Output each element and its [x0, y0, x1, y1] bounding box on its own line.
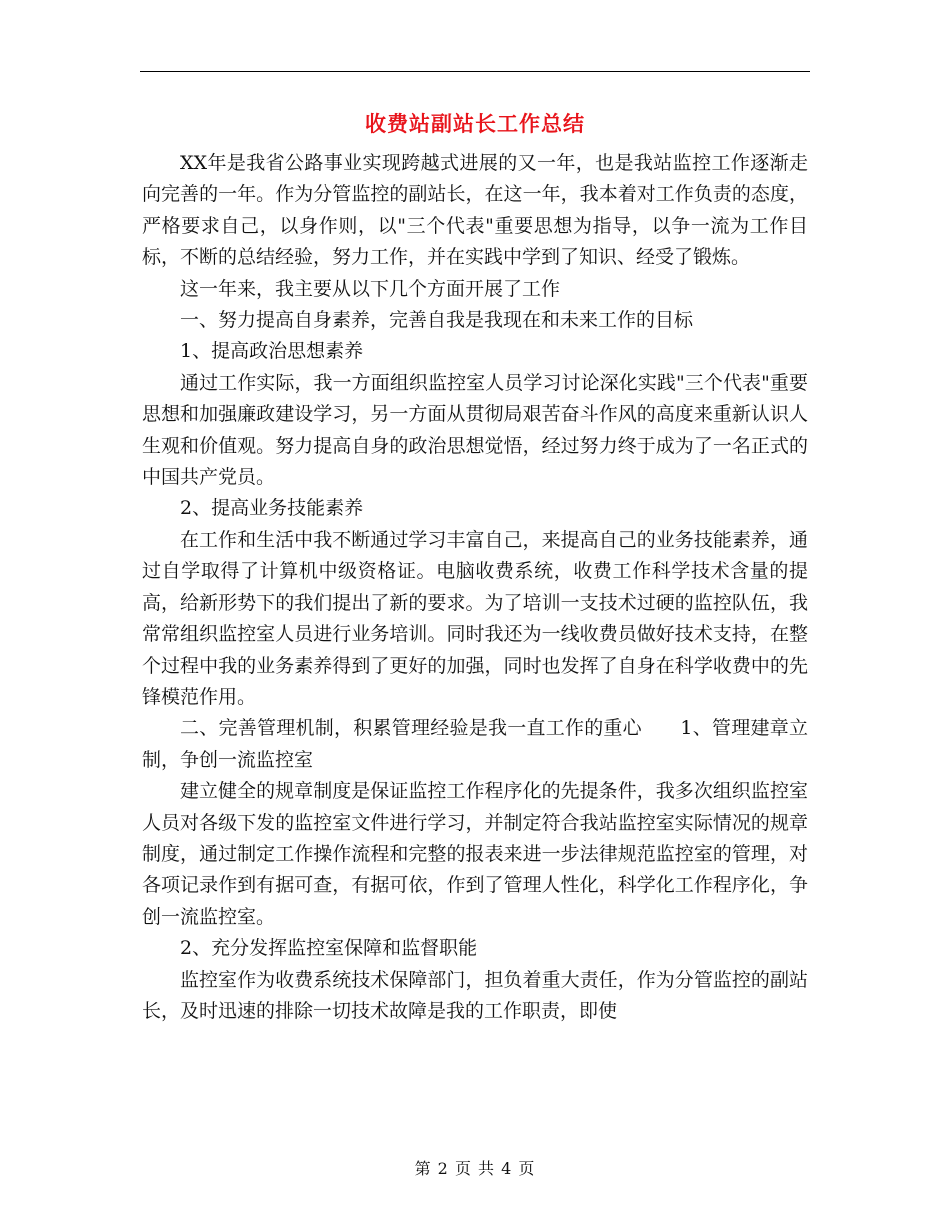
subsection-heading: 2、提高业务技能素养	[180, 497, 364, 520]
body-paragraph: 通过工作实际，我一方面组织监控室人员学习讨论深化实践"三个代表"重要思想和加强廉政建设学习，另一方面从贯彻局艰苦奋斗作风的高度来重新认识人生观和价值观。努力提高自身的政治思想觉悟，经过努力终于成为了一名正式的中国共产党员。	[142, 371, 808, 489]
subsection-heading: 2、充分发挥监控室保障和监督职能	[180, 937, 478, 960]
page-number: 第 2 页 共 4 页	[414, 1159, 536, 1178]
body-paragraph: 建立健全的规章制度是保证监控工作程序化的先提条件，我多次组织监控室人员对各级下发的监控室文件进行学习，并制定符合我站监控室实际情况的规章制度，通过制定工作操作流程和完整的报表来进一步法律规范监控室的管理，对各项记录作到有据可查，有据可依，作到了管理人性化，科学化工作程序化，争创一流监控室。	[142, 780, 808, 928]
body-paragraph: 监控室作为收费系统技术保障部门，担负着重大责任，作为分管监控的副站长，及时迅速的排除一切技术故障是我的工作职责，即使	[142, 968, 808, 1022]
document-body	[142, 148, 808, 1027]
section-heading: 二、完善管理机制，积累管理经验是我一直工作的重心 1、管理建章立制，争创一流监控室	[142, 717, 808, 771]
document-title: 收费站副站长工作总结	[365, 111, 585, 136]
subsection-heading: 1、提高政治思想素养	[180, 340, 364, 363]
body-paragraph: XX年是我省公路事业实现跨越式进展的又一年，也是我站监控工作逐渐走向完善的一年。作为分管监控的副站长，在这一年，我本着对工作负责的态度，严格要求自己，以身作则，以"三个代表"重要思想为指导，以争一流为工作目标，不断的总结经验，努力工作，并在实践中学到了知识、经受了锻炼。	[142, 152, 808, 269]
section-heading: 一、努力提高自身素养，完善自我是我现在和未来工作的目标	[180, 309, 694, 332]
body-paragraph: 这一年来，我主要从以下几个方面开展了工作	[180, 277, 561, 300]
header-rule	[140, 71, 810, 72]
body-paragraph: 在工作和生活中我不断通过学习丰富自己，来提高自己的业务技能素养，通过自学取得了计算机中级资格证。电脑收费系统，收费工作科学技术含量的提高，给新形势下的我们提出了新的要求。为了培训一支技术过硬的监控队伍，我常常组织监控室人员进行业务培训。同时我还为一线收费员做好技术支持，在整个过程中我的业务素养得到了更好的加强，同时也发挥了自身在科学收费中的先锋模范作用。	[142, 528, 808, 708]
